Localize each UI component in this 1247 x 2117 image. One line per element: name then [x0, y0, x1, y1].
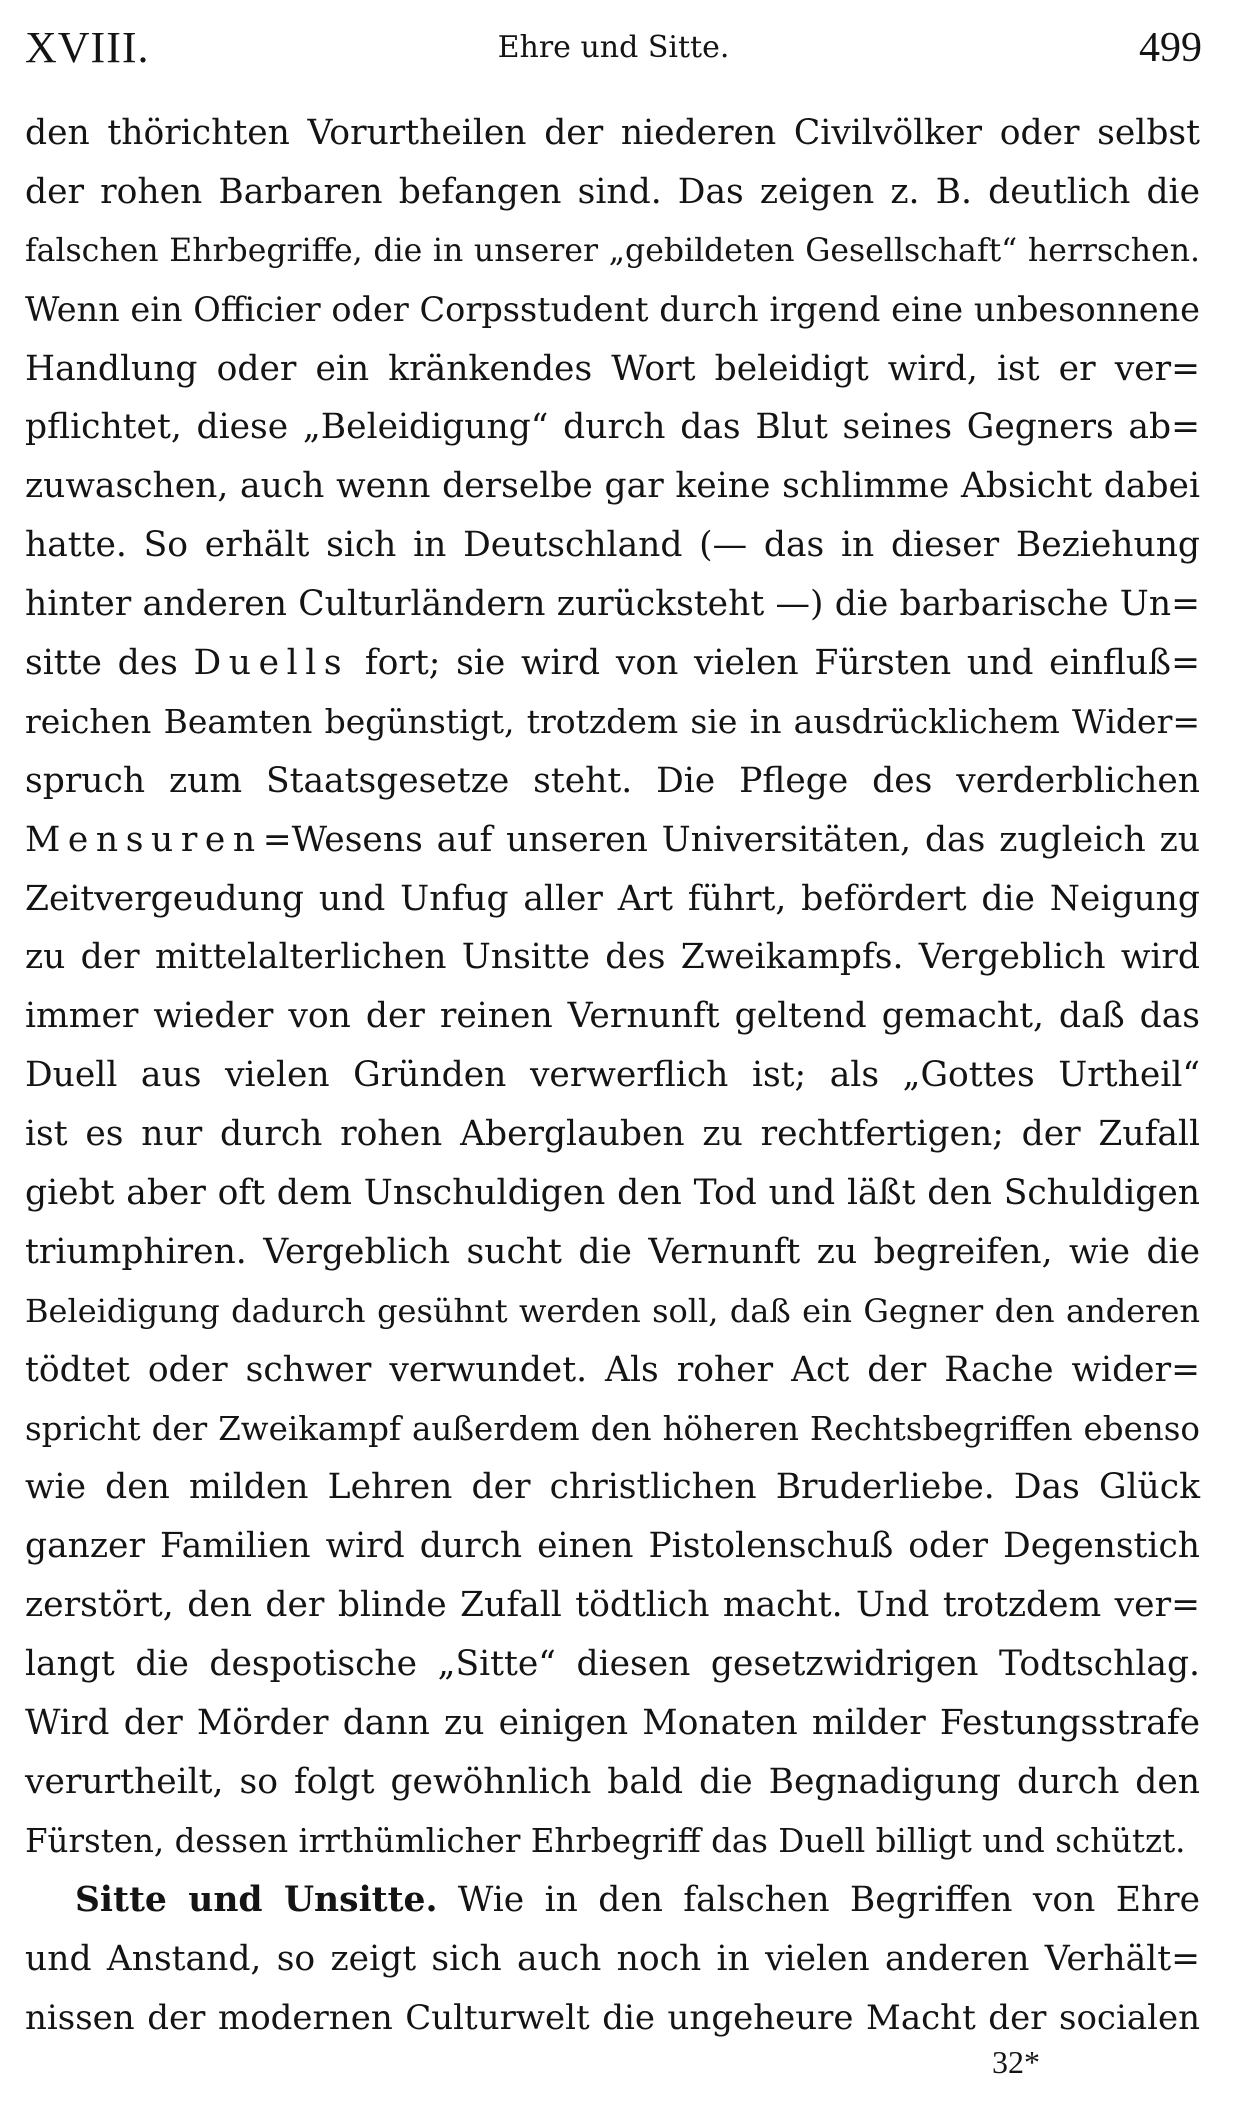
- text-fragment: fort; sie wird von vielen Fürsten und einfluß=: [349, 643, 1201, 684]
- text-line: Fürsten, dessen irrthümlicher Ehrbegriff das Duell billigt und schützt.: [25, 1821, 1186, 1860]
- page-number: 499: [1139, 25, 1202, 71]
- text-line: nissen der modernen Culturwelt die ungeheure Macht der socialen: [25, 1997, 1200, 2038]
- text-line: tödtet oder schwer verwundet. Als roher Act der Rache wider=: [25, 1349, 1200, 1390]
- text-line: Zeitvergeudung und Unfug aller Art führt, befördert die Neigung: [25, 878, 1200, 919]
- text-line: Wird der Mörder dann zu einigen Monaten milder Festungsstrafe: [25, 1703, 1200, 1744]
- text-line: zu der mittelalterlichen Unsitte des Zweikampfs. Vergeblich wird: [25, 937, 1200, 978]
- body-text: [25, 104, 1200, 2047]
- text-line: zuwaschen, auch wenn derselbe gar keine schlimme Absicht dabei: [25, 466, 1200, 507]
- text-line: wie den milden Lehren der christlichen Bruderliebe. Das Glück: [25, 1467, 1200, 1508]
- text-line: zerstört, den der blinde Zufall tödtlich macht. Und trotzdem ver=: [25, 1585, 1200, 1626]
- text-line: spricht der Zweikampf außerdem den höheren Rechtsbegriffen ebenso: [25, 1409, 1200, 1448]
- text-fragment: =Wesens auf unseren Universitäten, das zugleich zu: [262, 819, 1200, 860]
- text-fragment: sitte des: [25, 643, 194, 684]
- text-line-mensuren: [25, 811, 1200, 870]
- text-line-duells: [25, 634, 1200, 693]
- chapter-number: XVIII.: [25, 23, 150, 72]
- text-line: und Anstand, so zeigt sich auch noch in vielen anderen Verhält=: [25, 1938, 1200, 1979]
- text-line: hatte. So erhält sich in Deutschland (— das in dieser Beziehung: [25, 525, 1200, 566]
- text-line: triumphiren. Vergeblich sucht die Vernunft zu begreifen, wie die: [25, 1231, 1200, 1272]
- text-line: Handlung oder ein kränkendes Wort beleidigt wird, ist er ver=: [25, 348, 1200, 389]
- text-line: pflichtet, diese „Beleidigung“ durch das Blut seines Gegners ab=: [25, 407, 1200, 448]
- signature-mark: 32*: [992, 2044, 1040, 2080]
- section-first-line: [25, 1871, 1200, 1930]
- section-heading: Sitte und Unsitte.: [75, 1879, 438, 1920]
- text-line: reichen Beamten begünstigt, trotzdem sie in ausdrücklichem Wider=: [25, 701, 1200, 741]
- text-fragment: Wie in den falschen Begriffen von Ehre: [437, 1879, 1201, 1920]
- text-line: verurtheilt, so folgt gewöhnlich bald die Begnadigung durch den: [25, 1761, 1200, 1802]
- text-line: langt die despotische „Sitte“ diesen gesetzwidrigen Todtschlag.: [25, 1644, 1200, 1685]
- text-line: immer wieder von der reinen Vernunft geltend gemacht, daß das: [25, 996, 1200, 1037]
- text-line: Wenn ein Officier oder Corpsstudent durch irgend eine unbesonnene: [25, 289, 1200, 329]
- text-line: falschen Ehrbegriffe, die in unserer „gebildeten Gesellschaft“ herrschen.: [25, 232, 1200, 269]
- text-line: den thörichten Vorurtheilen der niederen Civilvölker oder selbst: [25, 113, 1200, 153]
- spaced-word-duells: Duells: [193, 643, 350, 684]
- text-line: spruch zum Staatsgesetze steht. Die Pflege des verderblichen: [25, 760, 1200, 801]
- text-line: ist es nur durch rohen Aberglauben zu rechtfertigen; der Zufall: [25, 1114, 1200, 1155]
- text-line: der rohen Barbaren befangen sind. Das zeigen z. B. deutlich die: [25, 171, 1200, 212]
- text-line: giebt aber oft dem Unschuldigen den Tod und läßt den Schuldigen: [25, 1173, 1200, 1214]
- spaced-word-mensuren: Mensuren: [25, 819, 263, 860]
- text-line: Duell aus vielen Gründen verwerflich ist; als „Gottes Urtheil“: [25, 1055, 1200, 1096]
- text-line: ganzer Familien wird durch einen Pistolenschuß oder Degenstich: [25, 1526, 1200, 1567]
- text-line: Beleidigung dadurch gesühnt werden soll, daß ein Gegner den anderen: [25, 1291, 1200, 1330]
- running-header: [25, 18, 1202, 78]
- running-title: Ehre und Sitte.: [497, 30, 730, 65]
- text-line: hinter anderen Culturländern zurücksteht —) die barbarische Un=: [25, 584, 1200, 625]
